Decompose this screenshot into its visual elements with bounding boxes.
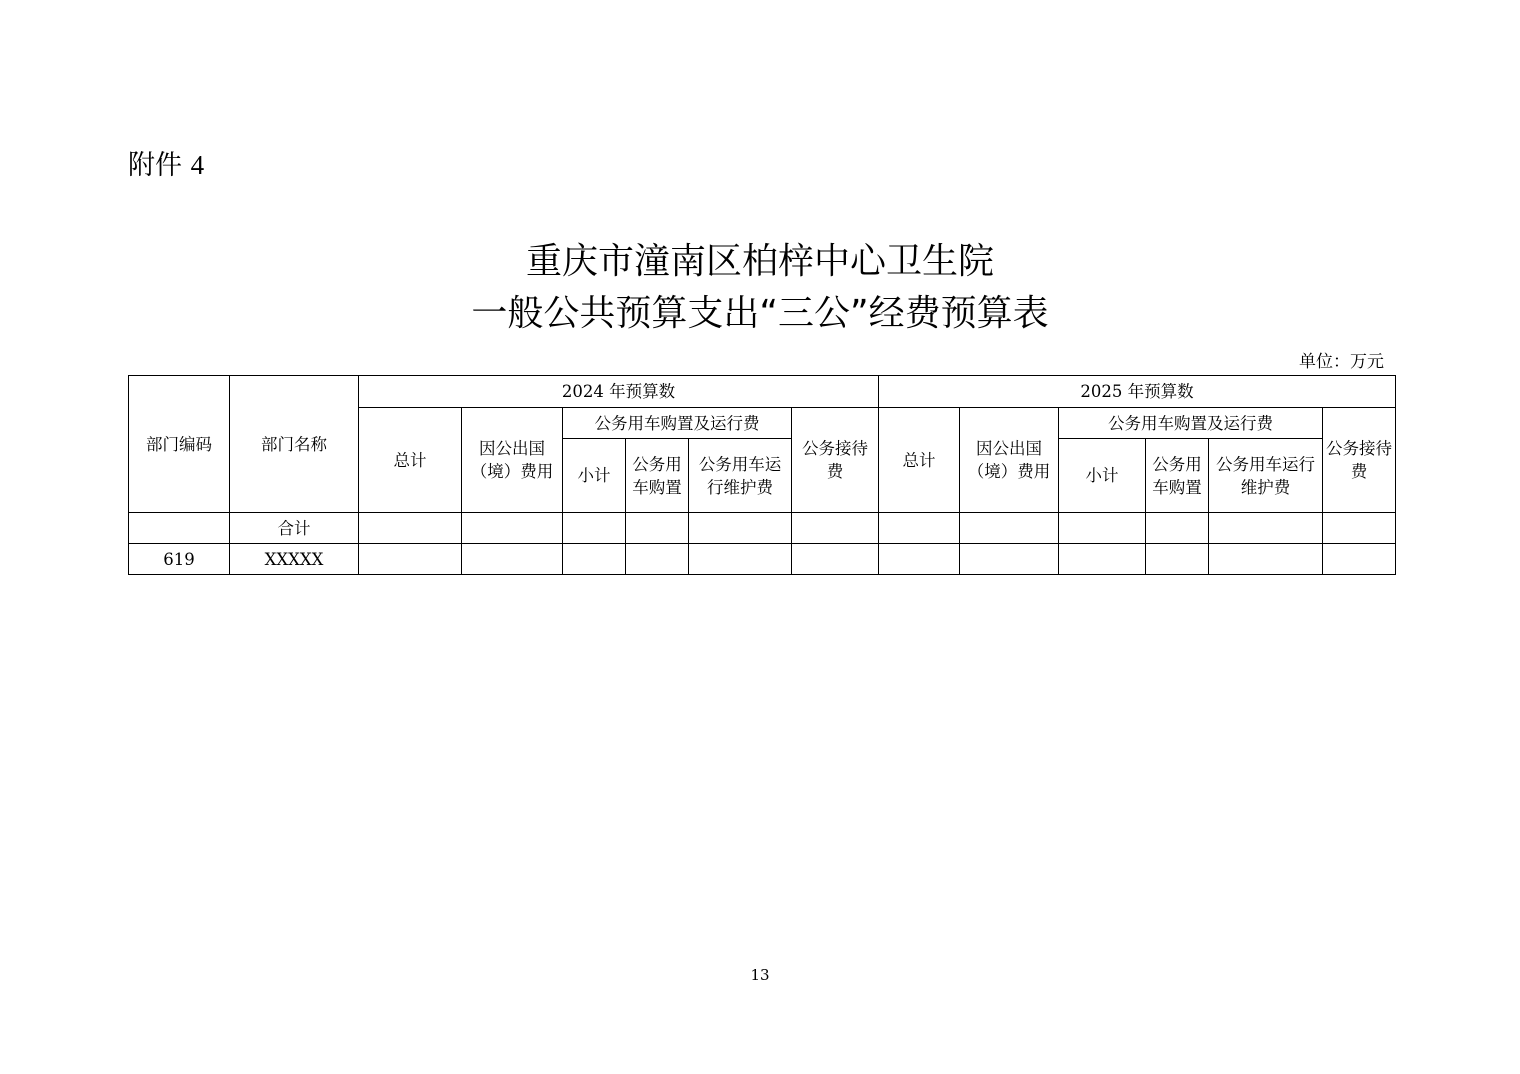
header-2025-car-group: 公务用车购置及运行费 — [1059, 408, 1323, 439]
cell-empty — [626, 513, 689, 544]
header-2024-subtotal: 小计 — [563, 439, 626, 513]
cell-dept-code — [129, 513, 230, 544]
cell-empty — [1209, 513, 1323, 544]
cell-empty — [1209, 544, 1323, 575]
header-dept-code: 部门编码 — [129, 376, 230, 513]
header-2025-car-purchase: 公务用车购置 — [1146, 439, 1209, 513]
cell-empty — [359, 544, 462, 575]
cell-dept-name: XXXXX — [230, 544, 359, 575]
header-year-2025: 2025 年预算数 — [879, 376, 1396, 408]
cell-empty — [792, 544, 879, 575]
header-dept-name: 部门名称 — [230, 376, 359, 513]
cell-empty — [689, 544, 792, 575]
header-2025-subtotal: 小计 — [1059, 439, 1146, 513]
cell-empty — [563, 544, 626, 575]
cell-dept-code: 619 — [129, 544, 230, 575]
cell-dept-name: 合计 — [230, 513, 359, 544]
header-year-2024: 2024 年预算数 — [359, 376, 879, 408]
cell-empty — [1059, 513, 1146, 544]
cell-empty — [1323, 513, 1396, 544]
cell-empty — [563, 513, 626, 544]
document-title-line2: 一般公共预算支出“三公”经费预算表 — [471, 293, 1049, 334]
header-2024-reception: 公务接待费 — [792, 408, 879, 513]
cell-empty — [462, 544, 563, 575]
cell-empty — [879, 513, 960, 544]
table-row — [129, 513, 1396, 544]
table-row — [129, 544, 1396, 575]
cell-empty — [1146, 544, 1209, 575]
header-2024-car-group: 公务用车购置及运行费 — [563, 408, 792, 439]
header-2025-abroad: 因公出国（境）费用 — [960, 408, 1059, 513]
cell-empty — [626, 544, 689, 575]
document-title-line1: 重庆市潼南区柏梓中心卫生院 — [525, 241, 994, 282]
cell-empty — [1146, 513, 1209, 544]
cell-empty — [960, 513, 1059, 544]
header-2025-total: 总计 — [879, 408, 960, 513]
page-number: 13 — [750, 966, 770, 984]
header-2024-total: 总计 — [359, 408, 462, 513]
header-2025-reception: 公务接待费 — [1323, 408, 1396, 513]
budget-table — [128, 375, 1396, 575]
cell-empty — [960, 544, 1059, 575]
attachment-label: 附件 4 — [128, 150, 205, 181]
cell-empty — [792, 513, 879, 544]
header-2024-abroad: 因公出国（境）费用 — [462, 408, 563, 513]
cell-empty — [1323, 544, 1396, 575]
cell-empty — [689, 513, 792, 544]
cell-empty — [879, 544, 960, 575]
header-2025-car-maintenance: 公务用车运行维护费 — [1209, 439, 1323, 513]
unit-label: 单位：万元 — [1299, 352, 1384, 372]
header-2024-car-maintenance: 公务用车运行维护费 — [689, 439, 792, 513]
header-2024-car-purchase: 公务用车购置 — [626, 439, 689, 513]
cell-empty — [462, 513, 563, 544]
cell-empty — [359, 513, 462, 544]
cell-empty — [1059, 544, 1146, 575]
